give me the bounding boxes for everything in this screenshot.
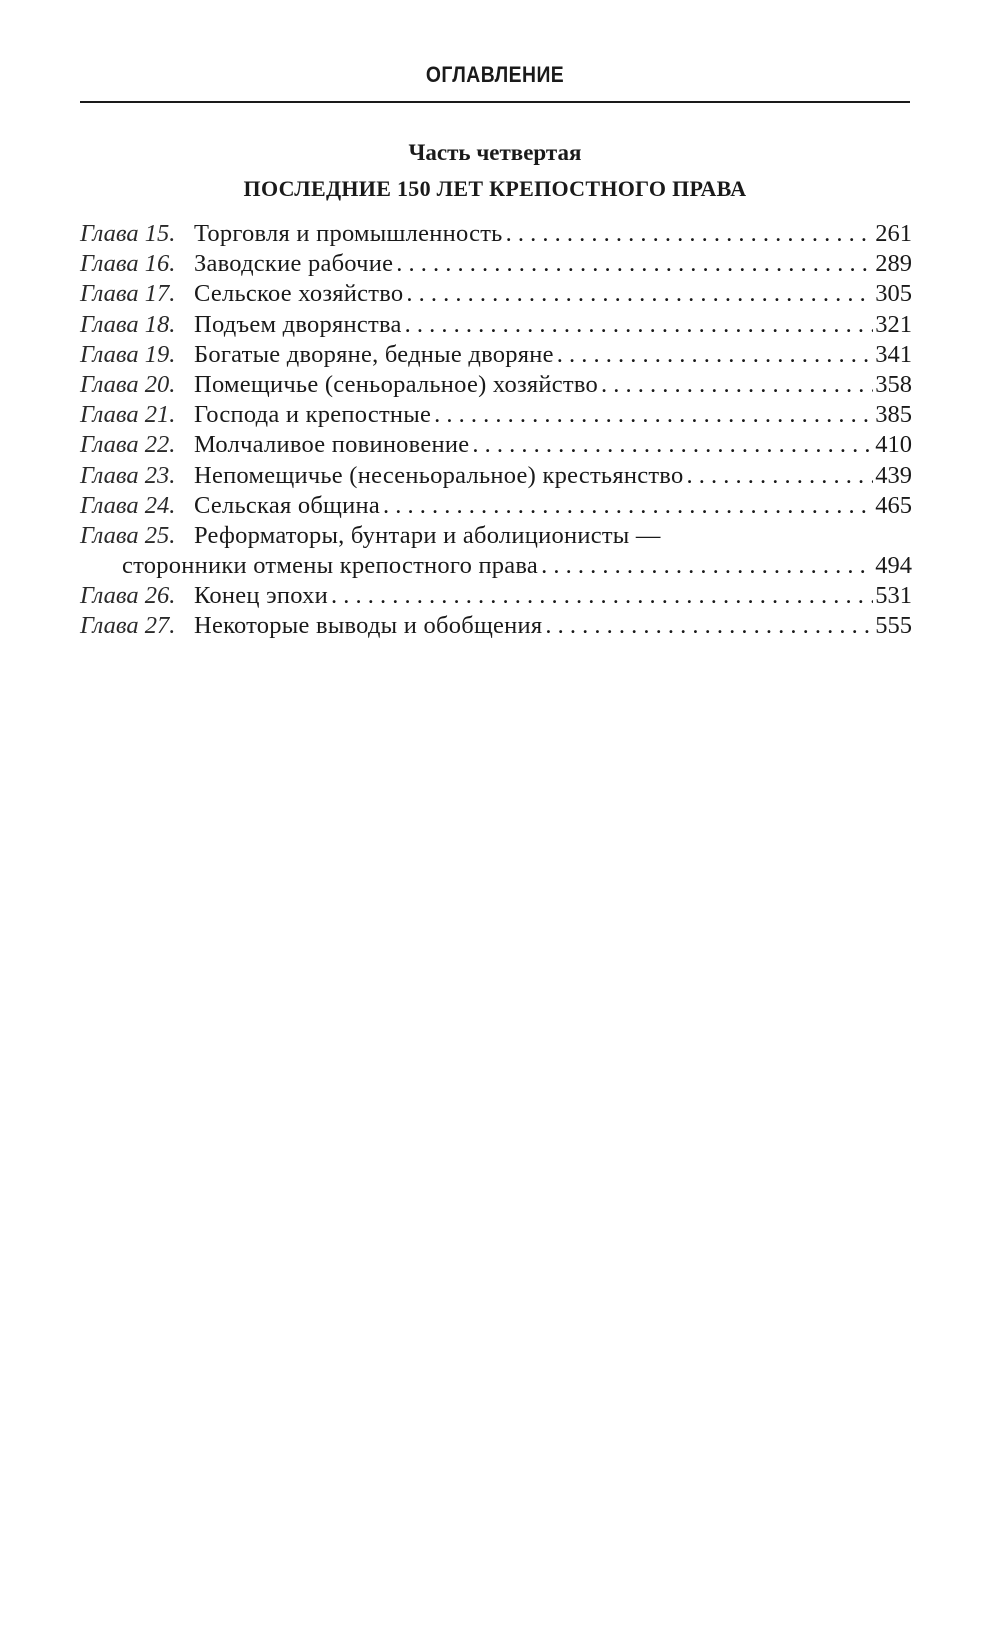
page-number: 358 bbox=[875, 370, 912, 398]
header-rule bbox=[80, 101, 910, 103]
dot-leader bbox=[506, 219, 874, 249]
toc-entry-chapter-27[interactable] bbox=[80, 611, 912, 641]
chapter-title: Молчаливое повиновение bbox=[194, 431, 470, 459]
toc-entry-chapter-21[interactable] bbox=[80, 400, 912, 430]
dot-leader bbox=[541, 551, 873, 581]
chapter-title: Сельское хозяйство bbox=[194, 280, 404, 308]
chapter-number: Глава 15. bbox=[80, 220, 176, 247]
chapter-number: Глава 27. bbox=[80, 612, 176, 640]
dot-leader bbox=[601, 370, 873, 400]
page-number: 531 bbox=[875, 582, 912, 610]
toc-entry-chapter-19[interactable] bbox=[80, 340, 912, 370]
toc-entry-chapter-20[interactable] bbox=[80, 370, 912, 400]
chapter-number: Глава 17. bbox=[80, 280, 176, 308]
page-number: 321 bbox=[875, 310, 912, 338]
running-head: ОГЛАВЛЕНИЕ bbox=[425, 62, 565, 87]
page-number: 494 bbox=[875, 552, 912, 580]
dot-leader bbox=[405, 310, 874, 340]
chapter-number: Глава 18. bbox=[80, 310, 176, 338]
chapter-title: Помещичье (сеньоральное) хозяйство bbox=[194, 370, 598, 398]
toc-entry-chapter-25[interactable] bbox=[80, 521, 912, 581]
toc-entry-chapter-15[interactable] bbox=[80, 219, 912, 249]
chapter-number: Глава 25. bbox=[80, 521, 176, 549]
page-number: 410 bbox=[875, 431, 912, 459]
dot-leader bbox=[472, 430, 873, 460]
chapter-number: Глава 16. bbox=[80, 250, 176, 278]
part-label: Часть четвертая bbox=[408, 140, 582, 165]
chapter-title: Сельская община bbox=[194, 491, 381, 519]
chapter-title: Богатые дворяне, бедные дворяне bbox=[194, 340, 554, 368]
toc-entry-chapter-18[interactable] bbox=[80, 310, 912, 340]
chapter-title: Непомещичье (несеньоральное) крестьянство bbox=[194, 461, 684, 489]
page-number: 555 bbox=[875, 612, 912, 640]
dot-leader bbox=[686, 461, 873, 491]
toc-entry-chapter-24[interactable] bbox=[80, 491, 912, 521]
chapter-title: Реформаторы, бунтари и аболиционисты — bbox=[194, 521, 661, 549]
part-title: ПОСЛЕДНИЕ 150 ЛЕТ КРЕПОСТНОГО ПРАВА bbox=[243, 176, 747, 201]
chapter-number: Глава 26. bbox=[80, 582, 176, 610]
page-number: 341 bbox=[875, 340, 912, 368]
chapter-number: Глава 20. bbox=[80, 370, 176, 398]
toc-entry-chapter-17[interactable] bbox=[80, 279, 912, 309]
chapter-title: Господа и крепостные bbox=[194, 401, 432, 429]
chapter-title: Некоторые выводы и обобщения bbox=[194, 612, 543, 640]
dot-leader bbox=[434, 400, 873, 430]
chapter-number: Глава 19. bbox=[80, 340, 176, 368]
toc-entry-chapter-26[interactable] bbox=[80, 581, 912, 611]
dot-leader bbox=[545, 611, 873, 641]
page-number: 289 bbox=[875, 250, 912, 278]
chapter-title: Заводские рабочие bbox=[194, 250, 394, 278]
chapter-title: Подъем дворянства bbox=[194, 310, 402, 338]
dot-leader bbox=[557, 340, 874, 370]
chapter-title: Конец эпохи bbox=[194, 582, 328, 610]
dot-leader bbox=[396, 249, 873, 279]
page-number: 439 bbox=[875, 461, 912, 489]
chapter-title-continuation: сторонники отмены крепостного права bbox=[122, 552, 539, 580]
chapter-number: Глава 24. bbox=[80, 491, 176, 519]
page-number: 385 bbox=[875, 401, 912, 429]
page-number: 305 bbox=[875, 280, 912, 308]
dot-leader bbox=[331, 581, 873, 611]
dot-leader bbox=[383, 491, 873, 521]
toc-entry-chapter-22[interactable] bbox=[80, 430, 912, 460]
page-number: 261 bbox=[875, 220, 912, 247]
chapter-number: Глава 22. bbox=[80, 431, 176, 459]
chapter-number: Глава 23. bbox=[80, 461, 176, 489]
page-number: 465 bbox=[875, 491, 912, 519]
chapter-title: Торговля и промышленность bbox=[194, 220, 503, 247]
toc-entry-chapter-23[interactable] bbox=[80, 461, 912, 491]
table-of-contents bbox=[80, 219, 912, 642]
toc-entry-chapter-16[interactable] bbox=[80, 249, 912, 279]
dot-leader bbox=[406, 279, 873, 309]
chapter-number: Глава 21. bbox=[80, 401, 176, 429]
